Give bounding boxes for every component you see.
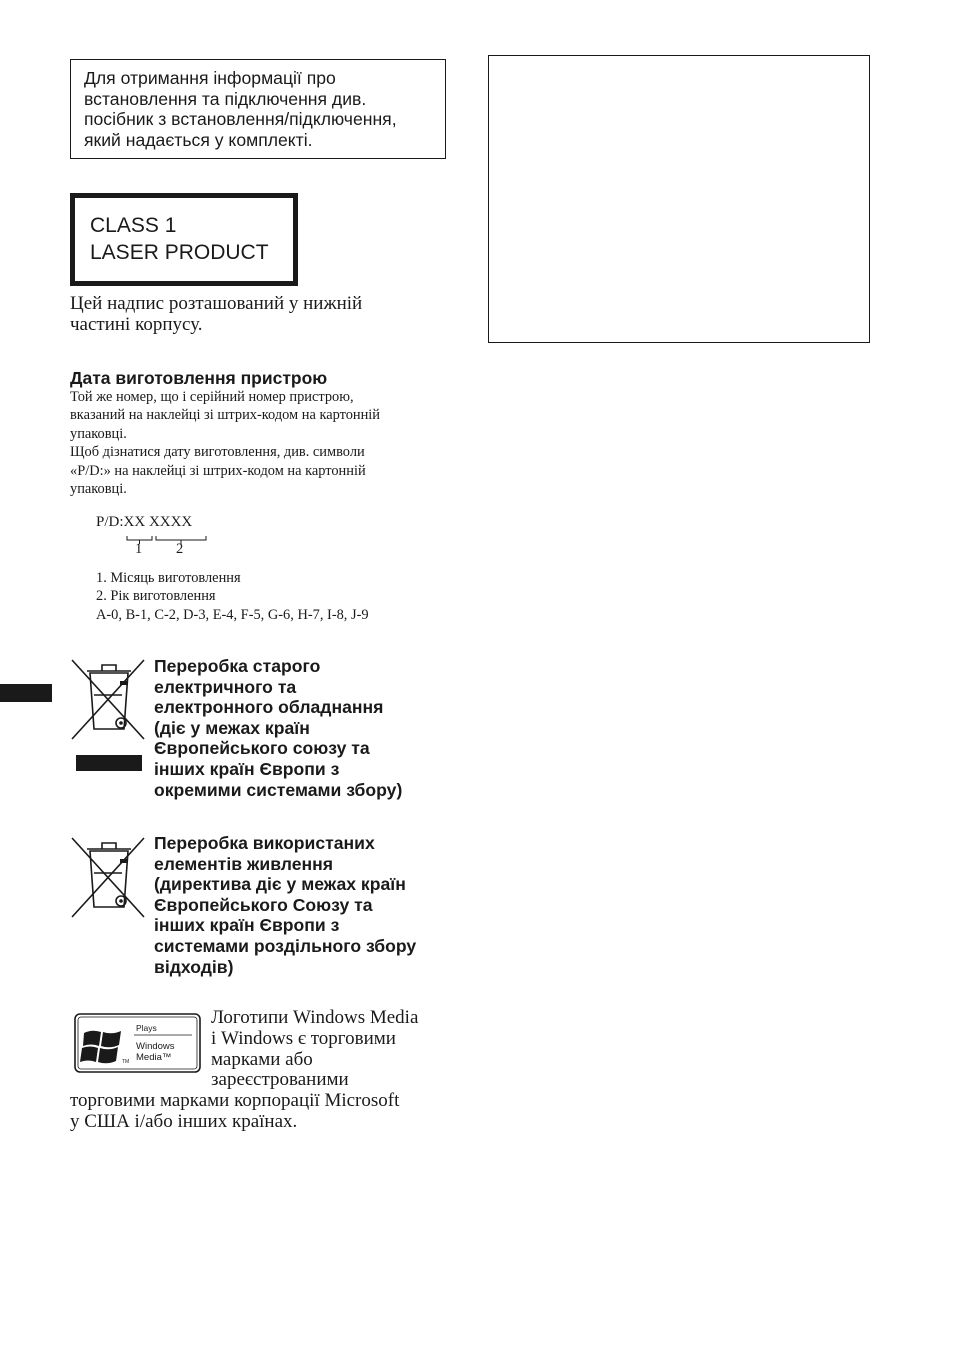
- battery-heading-line: елементів живлення: [154, 853, 334, 874]
- laser-class-label: [70, 193, 298, 286]
- install-note-line: який надається у комплекті.: [84, 129, 313, 150]
- install-note-line: встановлення та підключення див.: [84, 88, 367, 109]
- trademark-line: зареєстрованими: [211, 1069, 349, 1091]
- manufacture-date-line: вказаний на наклейці зі штрих-кодом на картонній: [70, 407, 381, 424]
- pd-code-month: XX: [123, 514, 146, 530]
- laser-note-line: Цей надпис розташований у нижній: [70, 293, 363, 314]
- windows-media-logo: [74, 1013, 201, 1073]
- logo-plays-text: Plays: [136, 1023, 157, 1033]
- laser-label-line1: CLASS 1: [90, 214, 177, 237]
- pd-legend-line: 1. Місяць виготовлення: [96, 570, 241, 586]
- manufacture-date-line: Той же номер, що і серійний номер пристрою,: [70, 389, 354, 405]
- battery-heading-line: Європейського Союзу та: [154, 894, 373, 915]
- battery-heading: [154, 833, 416, 977]
- weee-heading-line: окремими системами збору): [154, 779, 403, 800]
- trademark-line: Логотипи Windows Media: [211, 1007, 419, 1028]
- pd-code: [96, 514, 192, 531]
- weee-date-bar: [76, 755, 142, 771]
- weee-heading-line: Переробка старого: [154, 656, 321, 676]
- pd-code-prefix: P/D:: [96, 514, 124, 530]
- manufacture-date-heading: Дата виготовлення пристрою: [70, 368, 328, 388]
- laser-label-line2: LASER PRODUCT: [90, 240, 269, 264]
- pd-legend: [96, 569, 369, 624]
- blank-frame: [488, 55, 870, 343]
- crossed-out-wheelie-bin-icon: [70, 657, 146, 743]
- laser-label-note: [70, 293, 362, 335]
- weee-heading-line: електронного обладнання: [154, 697, 384, 718]
- weee-heading-line: (діє у межах країн: [154, 717, 310, 738]
- manufacture-date-text: [70, 388, 380, 498]
- trademark-line: торговими марками корпорації Microsoft: [70, 1090, 400, 1111]
- crossed-out-wheelie-bin-icon: [70, 835, 146, 921]
- trademark-line: і Windows є торговими: [211, 1027, 396, 1049]
- install-note-line: Для отримання інформації про: [84, 68, 336, 88]
- logo-windows-text: Windows: [136, 1041, 175, 1052]
- trademark-line: у США і/або інших країнах.: [70, 1110, 298, 1132]
- manufacture-date-line: упаковці.: [70, 481, 127, 498]
- windows-media-trademark-text-continued: [70, 1091, 399, 1133]
- battery-heading-line: системами роздільного збору: [154, 935, 417, 956]
- pd-code-year: XXXX: [148, 514, 193, 530]
- install-note-line: посібник з встановлення/підключення,: [84, 109, 397, 129]
- weee-heading-line: Європейського союзу та: [154, 738, 370, 759]
- weee-heading-line: електричного та: [154, 676, 297, 697]
- pd-legend-line: 2. Рік виготовлення: [96, 588, 216, 605]
- battery-heading-line: (директива діє у межах країн: [154, 874, 406, 895]
- logo-tm-text: TM: [122, 1059, 130, 1065]
- windows-media-trademark-text: [211, 1008, 418, 1091]
- pd-legend-line: A-0, B-1, C-2, D-3, E-4, F-5, G-6, H-7, I-8, J-9: [96, 606, 369, 623]
- laser-note-line: частині корпусу.: [70, 314, 203, 335]
- battery-heading-line: інших країн Європи з: [154, 915, 340, 936]
- pd-marker-2: 2: [176, 541, 184, 557]
- install-note-box: [70, 59, 446, 159]
- manufacture-date-line: «P/D:» на наклейці зі штрих-кодом на картонній: [70, 462, 366, 479]
- weee-heading: [154, 656, 402, 800]
- trademark-line: марками або: [211, 1048, 313, 1070]
- manufacture-date-line: упаковці.: [70, 425, 127, 442]
- pd-code-brackets: [96, 530, 296, 560]
- battery-heading-line: відходів): [154, 956, 234, 977]
- manufacture-date-line: Щоб дізнатися дату виготовлення, див. символи: [70, 444, 365, 461]
- battery-heading-line: Переробка використаних: [154, 833, 375, 853]
- page-edge-tab: [0, 684, 52, 702]
- logo-media-text: Media™: [136, 1052, 172, 1063]
- weee-heading-line: інших країн Європи з: [154, 758, 340, 779]
- pd-marker-1: 1: [135, 541, 143, 557]
